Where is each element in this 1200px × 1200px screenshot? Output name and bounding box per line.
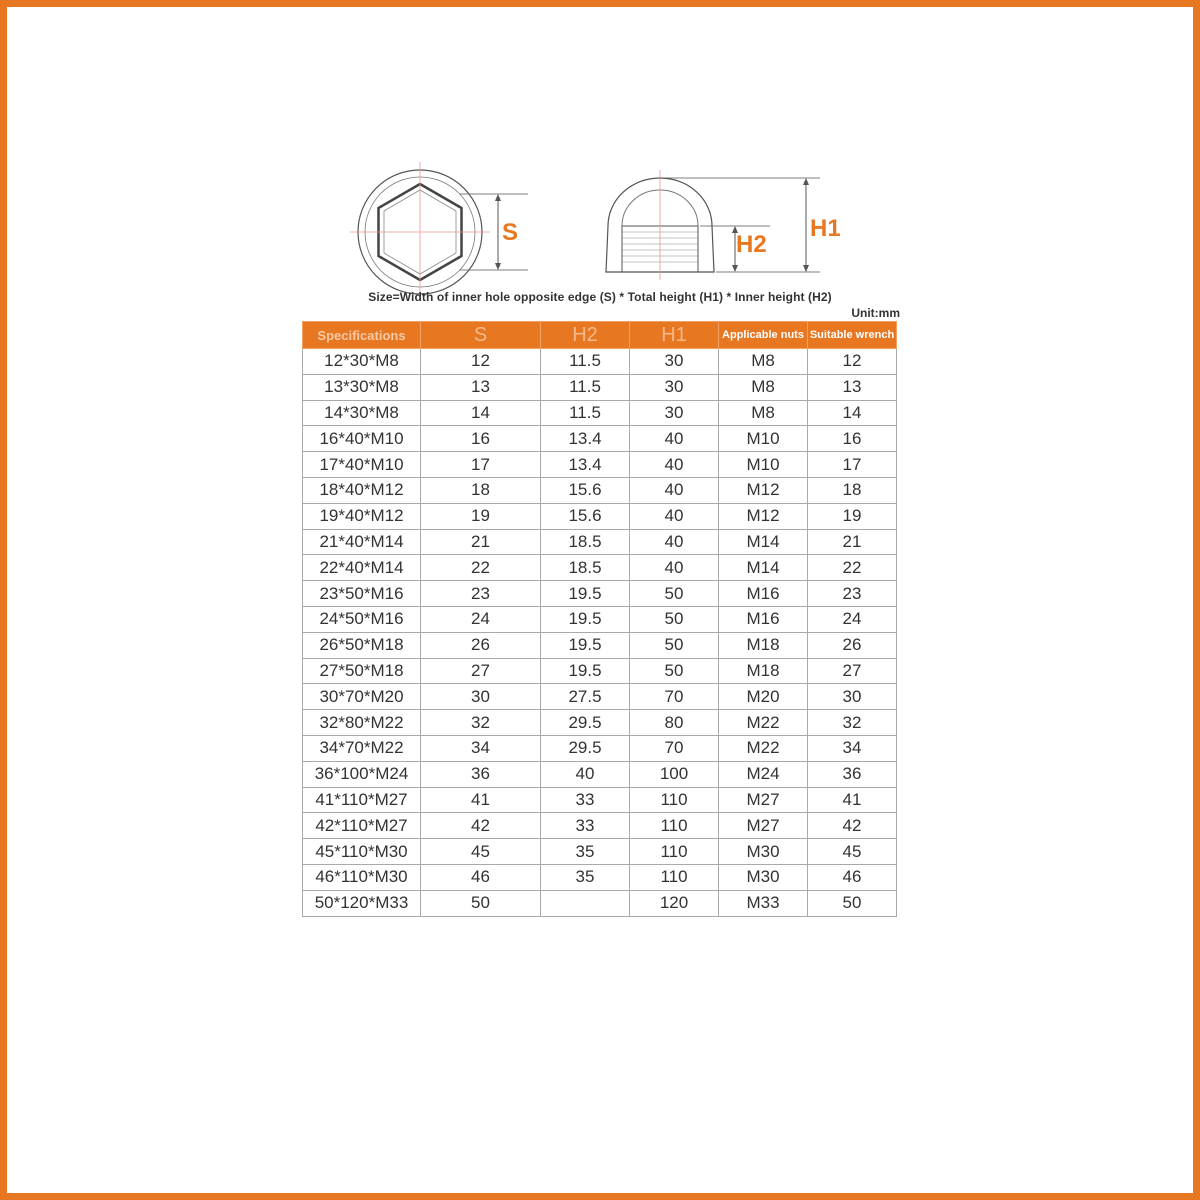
cell-nut: M8 <box>719 400 808 426</box>
cell-wrench: 32 <box>808 710 897 736</box>
cell-s: 32 <box>421 710 541 736</box>
cell-wrench: 34 <box>808 735 897 761</box>
cell-h2: 19.5 <box>541 606 630 632</box>
cell-h2: 19.5 <box>541 581 630 607</box>
cell-wrench: 42 <box>808 813 897 839</box>
cell-h1: 110 <box>630 839 719 865</box>
cell-wrench: 27 <box>808 658 897 684</box>
cell-s: 34 <box>421 735 541 761</box>
cell-wrench: 19 <box>808 503 897 529</box>
cell-wrench: 12 <box>808 349 897 375</box>
cell-spec: 14*30*M8 <box>303 400 421 426</box>
cell-spec: 12*30*M8 <box>303 349 421 375</box>
table-row <box>303 710 897 736</box>
cell-s: 46 <box>421 864 541 890</box>
cell-spec: 46*110*M30 <box>303 864 421 890</box>
table-row <box>303 349 897 375</box>
cell-h2: 15.6 <box>541 477 630 503</box>
cell-nut: M24 <box>719 761 808 787</box>
cell-nut: M14 <box>719 529 808 555</box>
table-header-row <box>303 322 897 349</box>
cell-h1: 40 <box>630 503 719 529</box>
table-row <box>303 839 897 865</box>
top-view <box>350 162 528 300</box>
table-row <box>303 374 897 400</box>
cell-nut: M27 <box>719 813 808 839</box>
cell-h2: 13.4 <box>541 426 630 452</box>
cell-h2: 29.5 <box>541 710 630 736</box>
cell-wrench: 22 <box>808 555 897 581</box>
table-body <box>303 349 897 917</box>
cell-spec: 16*40*M10 <box>303 426 421 452</box>
cell-s: 21 <box>421 529 541 555</box>
cell-s: 45 <box>421 839 541 865</box>
cell-s: 50 <box>421 890 541 916</box>
table-row <box>303 606 897 632</box>
cell-h2: 33 <box>541 813 630 839</box>
cell-h2: 11.5 <box>541 374 630 400</box>
cell-h2: 15.6 <box>541 503 630 529</box>
cell-s: 22 <box>421 555 541 581</box>
table-row <box>303 658 897 684</box>
cell-s: 24 <box>421 606 541 632</box>
cell-nut: M8 <box>719 349 808 375</box>
side-view <box>606 170 841 280</box>
table-row <box>303 735 897 761</box>
cell-h1: 110 <box>630 787 719 813</box>
table-row <box>303 813 897 839</box>
cell-h1: 30 <box>630 400 719 426</box>
cell-s: 30 <box>421 684 541 710</box>
cell-nut: M10 <box>719 452 808 478</box>
cell-spec: 24*50*M16 <box>303 606 421 632</box>
table-row <box>303 529 897 555</box>
cell-wrench: 26 <box>808 632 897 658</box>
cell-wrench: 21 <box>808 529 897 555</box>
cell-spec: 50*120*M33 <box>303 890 421 916</box>
cell-spec: 34*70*M22 <box>303 735 421 761</box>
h2-dimension-label: H2 <box>736 231 767 258</box>
cell-h2: 27.5 <box>541 684 630 710</box>
cell-spec: 42*110*M27 <box>303 813 421 839</box>
cell-s: 36 <box>421 761 541 787</box>
cell-nut: M14 <box>719 555 808 581</box>
cell-spec: 26*50*M18 <box>303 632 421 658</box>
cell-h1: 70 <box>630 735 719 761</box>
cell-h1: 40 <box>630 452 719 478</box>
dimension-drawing <box>340 160 860 300</box>
cell-h2: 11.5 <box>541 349 630 375</box>
cell-nut: M8 <box>719 374 808 400</box>
cell-h2: 13.4 <box>541 452 630 478</box>
cell-nut: M16 <box>719 581 808 607</box>
cell-h1: 50 <box>630 581 719 607</box>
cell-h2: 19.5 <box>541 658 630 684</box>
table-row <box>303 452 897 478</box>
cell-h2: 29.5 <box>541 735 630 761</box>
header-s: S <box>421 322 541 349</box>
table-row <box>303 787 897 813</box>
header-applicable-nuts: Applicable nuts <box>719 322 808 349</box>
spec-table <box>302 321 897 917</box>
cell-nut: M30 <box>719 839 808 865</box>
cell-h2: 35 <box>541 839 630 865</box>
cell-wrench: 16 <box>808 426 897 452</box>
cell-wrench: 36 <box>808 761 897 787</box>
cell-h1: 40 <box>630 529 719 555</box>
cell-h1: 110 <box>630 864 719 890</box>
cell-nut: M20 <box>719 684 808 710</box>
cell-wrench: 30 <box>808 684 897 710</box>
cell-h1: 110 <box>630 813 719 839</box>
cell-h2 <box>541 890 630 916</box>
table-row <box>303 761 897 787</box>
cell-s: 19 <box>421 503 541 529</box>
cell-spec: 32*80*M22 <box>303 710 421 736</box>
cell-h1: 50 <box>630 632 719 658</box>
cell-wrench: 50 <box>808 890 897 916</box>
table-row <box>303 400 897 426</box>
cell-h1: 40 <box>630 477 719 503</box>
cell-h1: 80 <box>630 710 719 736</box>
cell-spec: 13*30*M8 <box>303 374 421 400</box>
cell-h2: 35 <box>541 864 630 890</box>
cell-h2: 33 <box>541 787 630 813</box>
cell-spec: 22*40*M14 <box>303 555 421 581</box>
cell-s: 13 <box>421 374 541 400</box>
cell-h2: 40 <box>541 761 630 787</box>
cell-h1: 100 <box>630 761 719 787</box>
cell-nut: M12 <box>719 477 808 503</box>
cell-spec: 17*40*M10 <box>303 452 421 478</box>
s-dimension-label: S <box>502 219 519 246</box>
cell-spec: 21*40*M14 <box>303 529 421 555</box>
table-row <box>303 890 897 916</box>
cell-nut: M16 <box>719 606 808 632</box>
cell-s: 23 <box>421 581 541 607</box>
cell-h1: 120 <box>630 890 719 916</box>
cell-h1: 30 <box>630 349 719 375</box>
cell-spec: 19*40*M12 <box>303 503 421 529</box>
cell-h2: 18.5 <box>541 555 630 581</box>
cell-s: 18 <box>421 477 541 503</box>
cell-s: 42 <box>421 813 541 839</box>
cell-nut: M22 <box>719 710 808 736</box>
cell-h1: 70 <box>630 684 719 710</box>
cell-s: 12 <box>421 349 541 375</box>
cell-spec: 41*110*M27 <box>303 787 421 813</box>
cell-nut: M18 <box>719 658 808 684</box>
cell-wrench: 41 <box>808 787 897 813</box>
cell-nut: M12 <box>719 503 808 529</box>
cell-wrench: 46 <box>808 864 897 890</box>
cell-spec: 18*40*M12 <box>303 477 421 503</box>
table-row <box>303 632 897 658</box>
cell-nut: M30 <box>719 864 808 890</box>
cell-wrench: 18 <box>808 477 897 503</box>
h1-dimension-label: H1 <box>810 215 841 242</box>
cell-h1: 40 <box>630 426 719 452</box>
cell-spec: 36*100*M24 <box>303 761 421 787</box>
table-row <box>303 581 897 607</box>
cell-nut: M27 <box>719 787 808 813</box>
table-row <box>303 684 897 710</box>
cell-nut: M10 <box>719 426 808 452</box>
table-row <box>303 864 897 890</box>
cell-s: 17 <box>421 452 541 478</box>
header-specifications: Specifications <box>303 322 421 349</box>
cell-spec: 23*50*M16 <box>303 581 421 607</box>
cell-wrench: 14 <box>808 400 897 426</box>
cell-s: 27 <box>421 658 541 684</box>
cell-h1: 50 <box>630 606 719 632</box>
cell-wrench: 13 <box>808 374 897 400</box>
cell-s: 14 <box>421 400 541 426</box>
table-row <box>303 477 897 503</box>
cell-wrench: 17 <box>808 452 897 478</box>
cell-spec: 45*110*M30 <box>303 839 421 865</box>
cell-spec: 30*70*M20 <box>303 684 421 710</box>
cell-nut: M33 <box>719 890 808 916</box>
cap-nut-diagram <box>340 160 860 300</box>
cell-wrench: 45 <box>808 839 897 865</box>
cell-h1: 50 <box>630 658 719 684</box>
header-h2: H2 <box>541 322 630 349</box>
cell-h1: 30 <box>630 374 719 400</box>
cell-s: 26 <box>421 632 541 658</box>
cell-wrench: 24 <box>808 606 897 632</box>
cell-h2: 18.5 <box>541 529 630 555</box>
cell-wrench: 23 <box>808 581 897 607</box>
table-row <box>303 503 897 529</box>
cell-h2: 19.5 <box>541 632 630 658</box>
cell-s: 16 <box>421 426 541 452</box>
cell-h1: 40 <box>630 555 719 581</box>
cell-nut: M22 <box>719 735 808 761</box>
table-row <box>303 555 897 581</box>
unit-label: Unit:mm <box>851 306 900 320</box>
size-caption: Size=Width of inner hole opposite edge (S) * Total height (H1) * Inner height (H2) <box>368 290 832 304</box>
header-suitable-wrench: Suitable wrench <box>808 322 897 349</box>
cell-spec: 27*50*M18 <box>303 658 421 684</box>
cell-h2: 11.5 <box>541 400 630 426</box>
cell-s: 41 <box>421 787 541 813</box>
cell-nut: M18 <box>719 632 808 658</box>
header-h1: H1 <box>630 322 719 349</box>
table-row <box>303 426 897 452</box>
